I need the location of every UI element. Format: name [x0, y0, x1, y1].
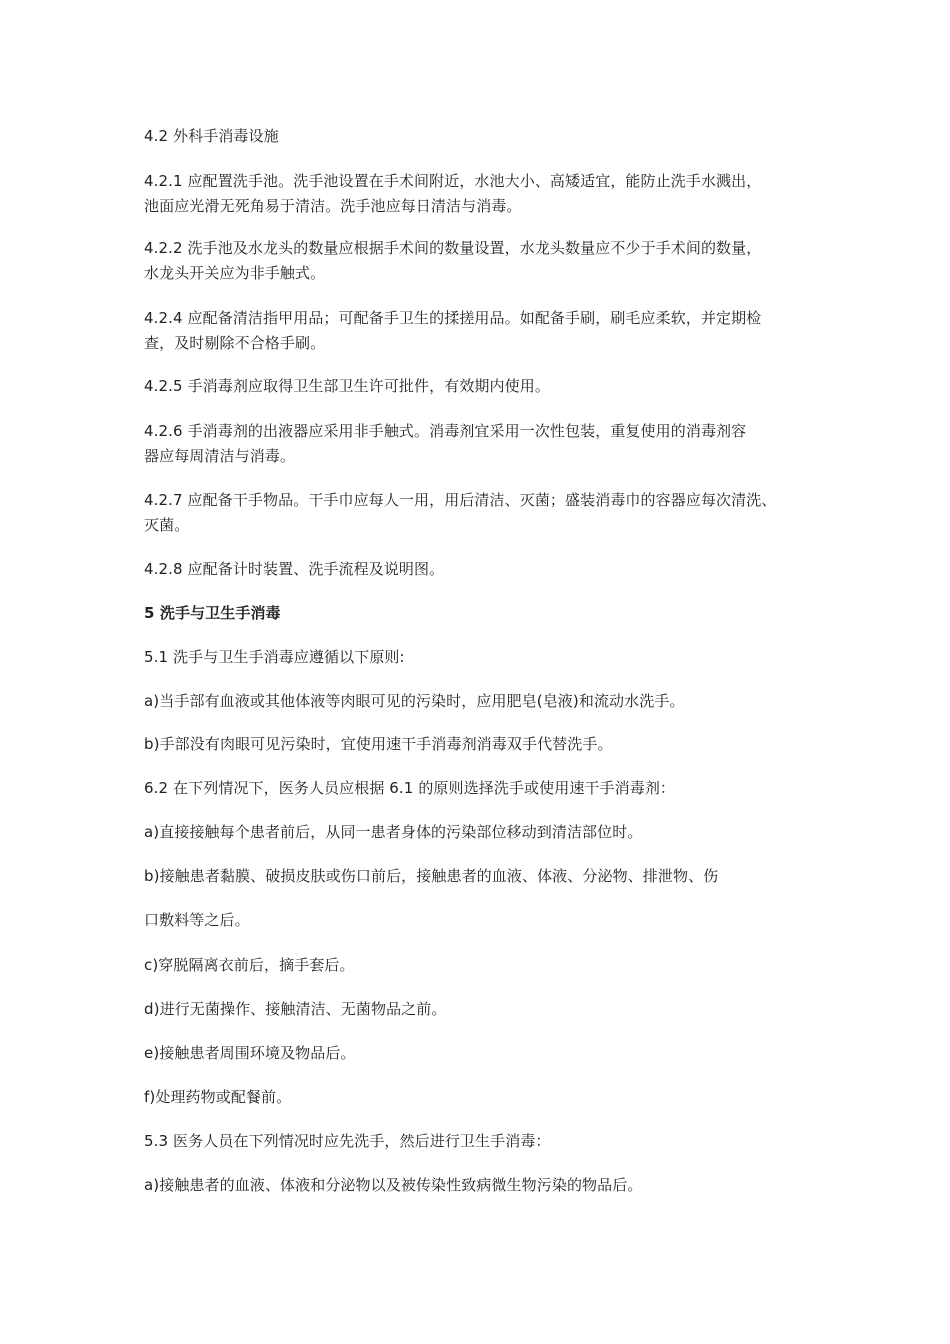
- clause-4-2-1: [144, 169, 761, 219]
- text-line: c)穿脱隔离衣前后，摘手套后。: [144, 956, 355, 974]
- clause-5-1: [144, 645, 405, 670]
- list-item-e: [144, 1041, 356, 1066]
- text-line: 5.3 医务人员在下列情况时应先洗手，然后进行卫生手消毒：: [144, 1132, 551, 1150]
- list-item-b: [144, 864, 718, 889]
- text-line: 4.2.4 应配备清洁指甲用品；可配备手卫生的揉搓用品。如配备手刷，刷毛应柔软，并定期检: [144, 309, 762, 327]
- text-line: d)进行无菌操作、接触清洁、无菌物品之前。: [144, 1000, 447, 1018]
- text-line: 4.2.6 手消毒剂的出液器应采用非手触式。消毒剂宜采用一次性包装，重复使用的消毒剂容: [144, 422, 747, 440]
- text-line: 水龙头开关应为非手触式。: [144, 264, 326, 282]
- section-heading-5: [144, 601, 281, 626]
- list-item-c: [144, 953, 355, 978]
- text-line: e)接触患者周围环境及物品后。: [144, 1044, 356, 1062]
- text-line: 4.2 外科手消毒设施: [144, 127, 279, 145]
- text-line: f)处理药物或配餐前。: [144, 1088, 292, 1106]
- text-line: 器应每周清洁与消毒。: [144, 447, 296, 465]
- clause-4-2-5: [144, 374, 550, 399]
- list-item-f: [144, 1085, 291, 1110]
- text-line: 4.2.8 应配备计时装置、洗手流程及说明图。: [144, 560, 445, 578]
- text-line: 4.2.2 洗手池及水龙头的数量应根据手术间的数量设置，水龙头数量应不少于手术间的数量，: [144, 239, 762, 257]
- list-item-d: [144, 997, 446, 1022]
- section-heading-4-2: [144, 124, 279, 149]
- list-item-b-continued: [144, 908, 250, 933]
- text-line: 5 洗手与卫生手消毒: [144, 604, 281, 622]
- text-line: 6.2 在下列情况下，医务人员应根据 6.1 的原则选择洗手或使用速干手消毒剂：: [144, 779, 676, 797]
- text-line: 4.2.5 手消毒剂应取得卫生部卫生许可批件，有效期内使用。: [144, 377, 550, 395]
- clause-4-2-2: [144, 236, 761, 286]
- list-item-b: [144, 732, 613, 757]
- list-item-a: [144, 1173, 642, 1198]
- text-line: a)当手部有血液或其他体液等肉眼可见的污染时，应用肥皂(皂液)和流动水洗手。: [144, 692, 685, 710]
- list-item-a: [144, 820, 642, 845]
- list-item-a: [144, 689, 685, 714]
- clause-4-2-6: [144, 419, 746, 469]
- text-line: a)接触患者的血液、体液和分泌物以及被传染性致病微生物污染的物品后。: [144, 1176, 643, 1194]
- clause-6-2: [144, 776, 675, 801]
- text-line: 查，及时剔除不合格手刷。: [144, 334, 326, 352]
- text-line: 灭菌。: [144, 516, 190, 534]
- text-line: 口敷料等之后。: [144, 911, 250, 929]
- text-line: b)手部没有肉眼可见污染时，宜使用速干手消毒剂消毒双手代替洗手。: [144, 735, 613, 753]
- clause-4-2-4: [144, 306, 761, 356]
- text-line: 4.2.7 应配备干手物品。干手巾应每人一用，用后清洁、灭菌；盛装消毒巾的容器应每次清洗、: [144, 491, 777, 509]
- text-line: 池面应光滑无死角易于清洁。洗手池应每日清洁与消毒。: [144, 197, 522, 215]
- text-line: 5.1 洗手与卫生手消毒应遵循以下原则:: [144, 648, 405, 666]
- clause-5-3: [144, 1129, 551, 1154]
- text-line: a)直接接触每个患者前后，从同一患者身体的污染部位移动到清洁部位时。: [144, 823, 643, 841]
- text-line: b)接触患者黏膜、破损皮肤或伤口前后，接触患者的血液、体液、分泌物、排泄物、伤: [144, 867, 719, 885]
- clause-4-2-8: [144, 557, 444, 582]
- text-line: 4.2.1 应配置洗手池。洗手池设置在手术间附近，水池大小、高矮适宜，能防止洗手水溅出，: [144, 172, 762, 190]
- clause-4-2-7: [144, 488, 776, 538]
